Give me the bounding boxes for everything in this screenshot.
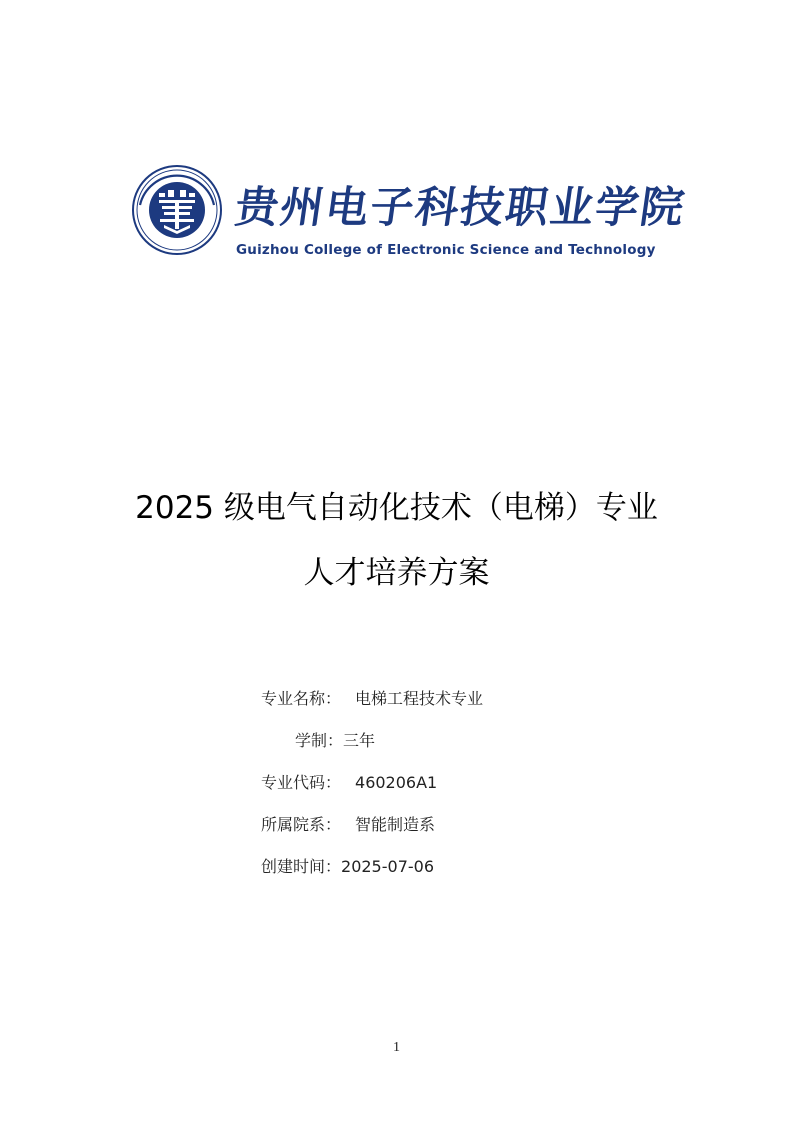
major-label: 专业名称： xyxy=(261,689,342,708)
duration-value: 三年 xyxy=(343,731,376,750)
school-name-en: Guizhou College of Electronic Science and Technology xyxy=(236,242,656,258)
document-title-line-1: 2025 级电气自动化技术（电梯）专业 xyxy=(135,490,658,526)
document-title-line-2: 人才培养方案 xyxy=(303,555,490,591)
code-value: 460206A1 xyxy=(355,773,438,792)
major-value: 电梯工程技术专业 xyxy=(355,689,484,708)
page-number: 1 xyxy=(393,1040,400,1055)
program-info xyxy=(261,688,483,898)
info-row-created xyxy=(261,856,483,898)
created-value: 2025-07-06 xyxy=(341,857,434,876)
school-logo xyxy=(132,160,690,280)
info-row-major xyxy=(261,688,483,730)
info-row-duration xyxy=(261,730,483,772)
department-value: 智能制造系 xyxy=(355,815,436,834)
school-seal-icon xyxy=(132,165,222,255)
code-label: 专业代码： xyxy=(261,773,342,792)
department-label: 所属院系： xyxy=(261,815,342,834)
duration-label: 学制： xyxy=(295,731,344,750)
info-row-department xyxy=(261,814,483,856)
school-name-cn: 贵州电子科技职业学院 xyxy=(231,183,690,233)
info-row-code xyxy=(261,772,483,814)
created-label: 创建时间： xyxy=(261,857,342,876)
